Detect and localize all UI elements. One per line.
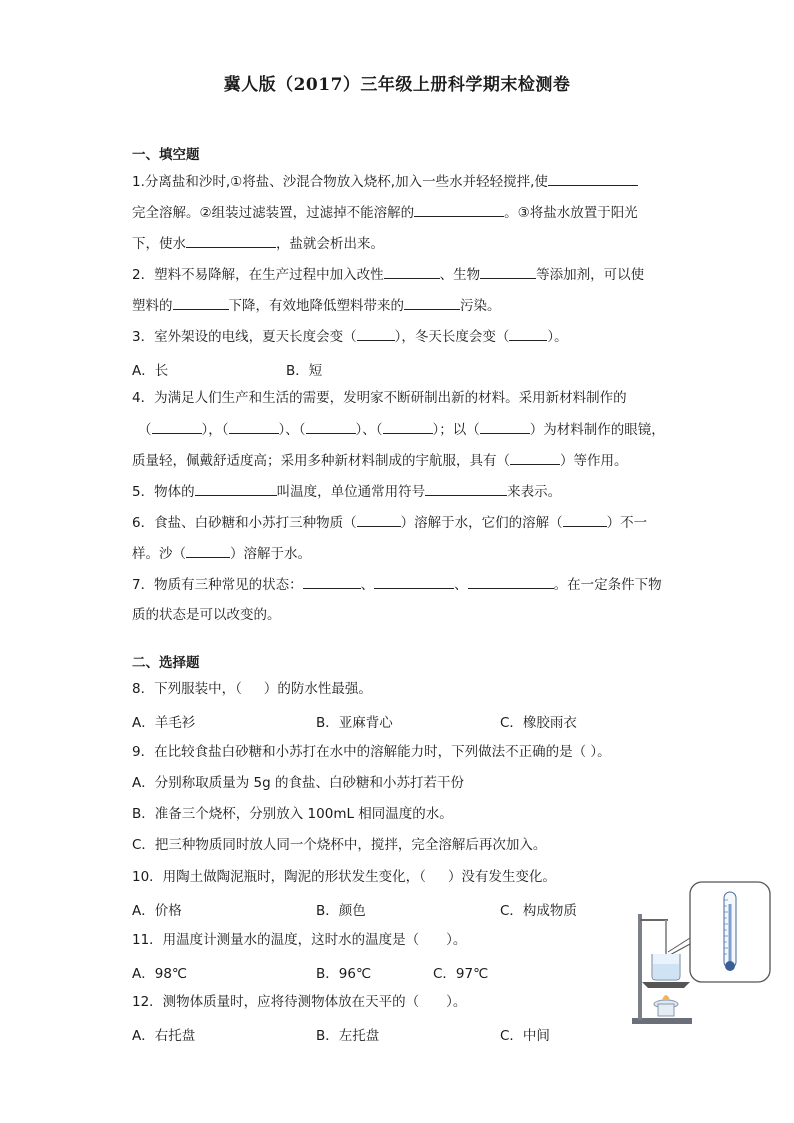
blank[interactable]	[152, 419, 202, 434]
q9-stem: 9．在比较食盐白砂糖和小苏打在水中的溶解能力时，下列做法不正确的是（ ）。	[132, 744, 611, 760]
q11-option-c[interactable]: C．97℃	[433, 966, 489, 982]
q9-option-b[interactable]: B．准备三个烧杯，分别放入 100mL 相同温度的水。	[132, 806, 453, 822]
q11-option-a[interactable]: A．98℃	[132, 966, 188, 982]
q3-line: 3．室外架设的电线，夏天长度会变（ ），冬天长度会变（ ）。	[132, 326, 568, 347]
blank[interactable]	[480, 264, 536, 279]
q8-option-a[interactable]: A．羊毛衫	[132, 715, 196, 731]
q10-stem: 10．用陶土做陶泥瓶时，陶泥的形状发生变化，（ ）没有发生变化。	[132, 869, 556, 885]
q6-line1: 6．食盐、白砂糖和小苏打三种物质（ ）溶解于水，它们的溶解（ ）不一	[132, 512, 647, 533]
q12-option-a[interactable]: A．右托盘	[132, 1028, 196, 1044]
q12-stem: 12．测物体质量时，应将待测物体放在天平的（ ）。	[132, 994, 467, 1010]
blank[interactable]	[509, 326, 547, 341]
q10-option-a[interactable]: A．价格	[132, 903, 182, 919]
blank[interactable]	[195, 481, 277, 496]
blank[interactable]	[173, 295, 229, 310]
q10-option-c[interactable]: C．构成物质	[500, 903, 577, 919]
q7-line1: 7．物质有三种常见的状态： 、 、 。在一定条件下物	[132, 574, 662, 595]
page-title: 冀人版（2017）三年级上册科学期末检测卷	[223, 75, 571, 95]
thermometer-apparatus-svg	[628, 880, 774, 1028]
q4-line3: 质量轻，佩戴舒适度高；采用多种新材料制成的宇航服，具有（ ）等作用。	[132, 450, 628, 471]
q6-line2: 样。沙（ ）溶解于水。	[132, 543, 311, 564]
q3-option-b[interactable]: B．短	[286, 363, 323, 379]
q7-line2: 质的状态是可以改变的。	[132, 607, 281, 623]
q4-line2: （ ），（ ）、（ ）、（ ）；以（ ）为材料制作的眼镜，	[138, 419, 665, 440]
q2-line2: 塑料的 下降，有效地降低塑料带来的 污染。	[132, 295, 501, 316]
blank[interactable]	[306, 419, 356, 434]
q12-option-b[interactable]: B．左托盘	[316, 1028, 380, 1044]
q5-line: 5．物体的 叫温度，单位通常用符号 来表示。	[132, 481, 561, 502]
blank[interactable]	[186, 233, 276, 248]
blank[interactable]	[425, 481, 507, 496]
blank[interactable]	[303, 574, 361, 589]
q9-option-c[interactable]: C．把三种物质同时放人同一个烧杯中，搅拌，完全溶解后再次加入。	[132, 837, 547, 853]
blank[interactable]	[510, 450, 560, 465]
section-heading-fill: 一、填空题	[132, 147, 200, 163]
blank[interactable]	[186, 543, 230, 558]
q8-option-c[interactable]: C．橡胶雨衣	[500, 715, 577, 731]
blank[interactable]	[384, 264, 440, 279]
blank[interactable]	[480, 419, 530, 434]
blank[interactable]	[468, 574, 554, 589]
blank[interactable]	[563, 512, 607, 527]
q8-option-b[interactable]: B．亚麻背心	[316, 715, 393, 731]
q2-line1: 2．塑料不易降解，在生产过程中加入改性 、生物 等添加剂，可以使	[132, 264, 644, 285]
q3-option-a[interactable]: A．长	[132, 363, 169, 379]
blank[interactable]	[548, 171, 638, 186]
q10-option-b[interactable]: B．颜色	[316, 903, 366, 919]
q8-stem: 8．下列服装中，（ ）的防水性最强。	[132, 681, 372, 697]
blank[interactable]	[357, 326, 395, 341]
section-heading-choice: 二、选择题	[132, 655, 200, 671]
q11-option-b[interactable]: B．96℃	[316, 966, 372, 982]
q12-option-c[interactable]: C．中间	[500, 1028, 550, 1044]
q9-option-a[interactable]: A．分别称取质量为 5g 的食盐、白砂糖和小苏打若干份	[132, 775, 464, 791]
blank[interactable]	[414, 202, 504, 217]
q1-line3: 下，使水 ，盐就会析出来。	[132, 233, 384, 254]
q11-stem: 11．用温度计测量水的温度，这时水的温度是（ ）。	[132, 932, 467, 948]
blank[interactable]	[357, 512, 401, 527]
q4-line1: 4．为满足人们生产和生活的需要，发明家不断研制出新的材料。采用新材料制作的	[132, 390, 627, 406]
blank[interactable]	[404, 295, 460, 310]
blank[interactable]	[229, 419, 279, 434]
thermometer-apparatus-icon	[628, 880, 774, 1028]
q1-line2: 完全溶解。②组装过滤装置，过滤掉不能溶解的 。③将盐水放置于阳光	[132, 202, 638, 223]
blank[interactable]	[383, 419, 433, 434]
q1-line1: 1.分离盐和沙时,①将盐、沙混合物放入烧杯,加入一些水并轻轻搅拌,使	[132, 171, 638, 192]
blank[interactable]	[374, 574, 454, 589]
